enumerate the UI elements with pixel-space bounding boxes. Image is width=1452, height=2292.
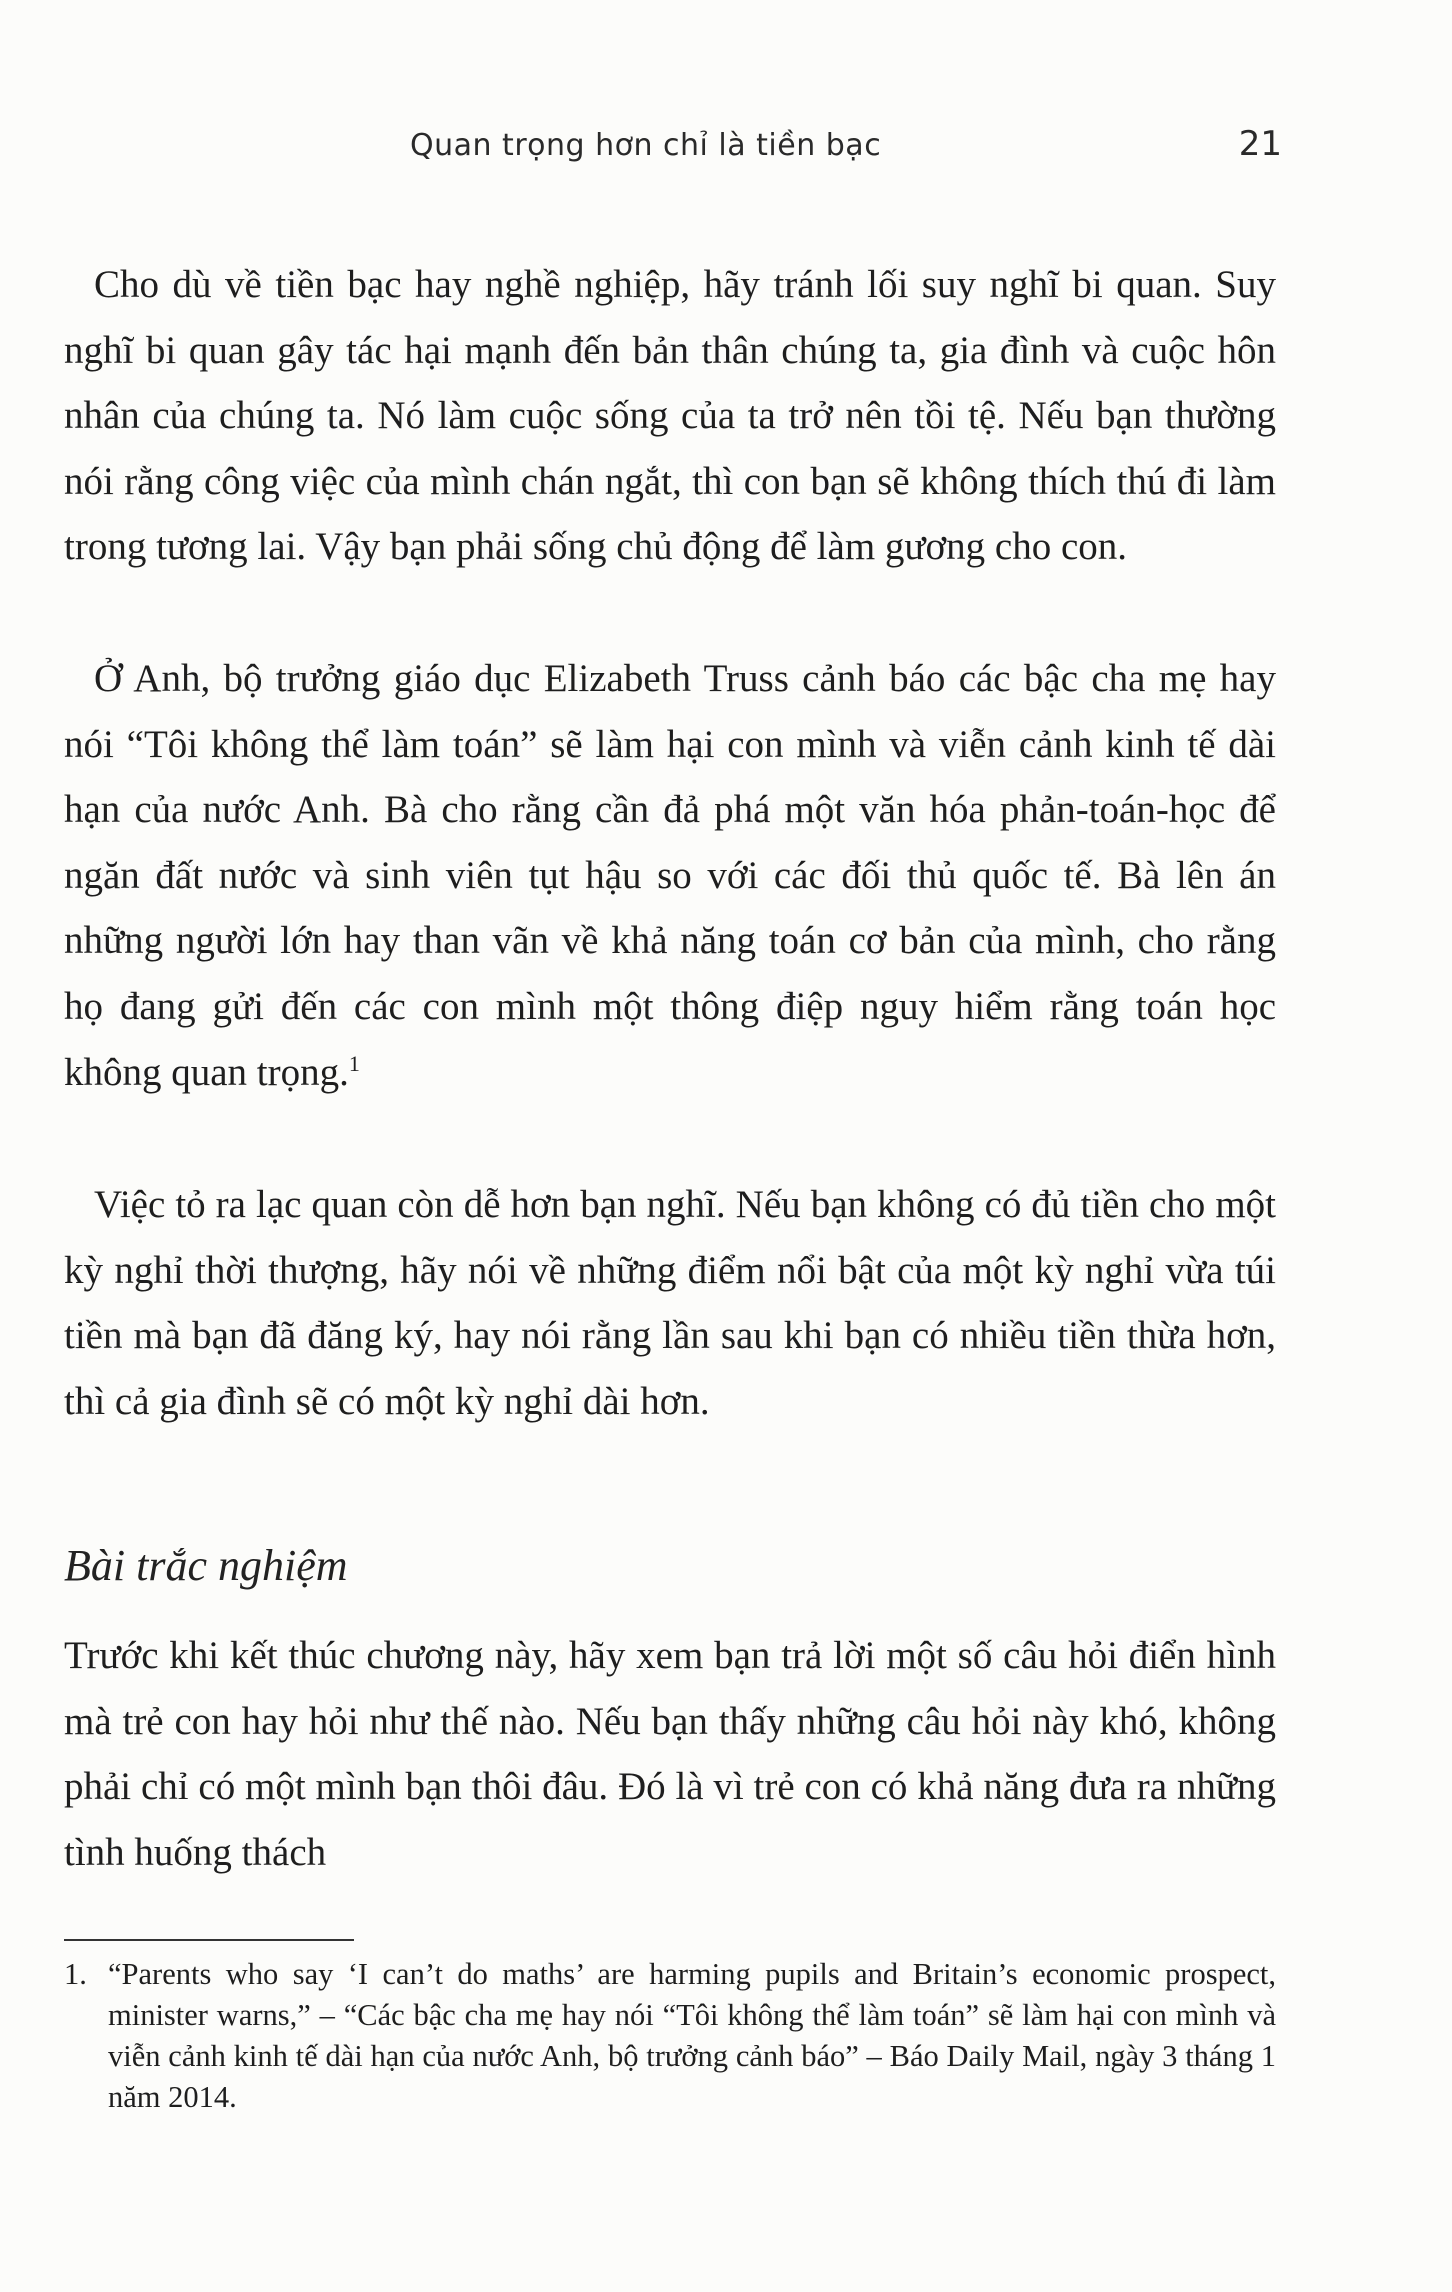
footnote-number: 1. — [64, 1957, 87, 1991]
paragraph-1-text: Cho dù về tiền bạc hay nghề nghiệp, hãy tránh lối suy nghĩ bi quan. Suy nghĩ bi quan gây tác hại mạnh đến bản thân chúng ta, gia đình và cuộc hôn nhân của chúng ta. Nó làm cuộc sống của ta trở nên tồi tệ. Nếu bạn thường nói rằng công việc của mình chán ngắt, thì con bạn sẽ không thích thú đi làm trong tương lai. Vậy bạn phải sống chủ động để làm gương cho con. — [64, 263, 1276, 569]
paragraph-3-text: Việc tỏ ra lạc quan còn dễ hơn bạn nghĩ. Nếu bạn không có đủ tiền cho một kỳ nghỉ thời thượng, hãy nói về những điểm nổi bật của một kỳ nghỉ vừa túi tiền mà bạn đã đăng ký, hay nói rằng lần sau khi bạn có nhiều tiền thừa hơn, thì cả gia đình sẽ có một kỳ nghỉ dài hơn. — [64, 1183, 1276, 1423]
paragraph-2-text: Ở Anh, bộ trưởng giáo dục Elizabeth Truss cảnh báo các bậc cha mẹ hay nói “Tôi không thể làm toán” sẽ làm hại con mình và viễn cảnh kinh tế dài hạn của nước Anh. Bà cho rằng cần đả phá một văn hóa phản-toán-học để ngăn đất nước và sinh viên tụt hậu so với các đối thủ quốc tế. Bà lên án những người lớn hay than vãn về khả năng toán cơ bản của mình, cho rằng họ đang gửi đến các con mình một thông điệp nguy hiểm rằng toán học không quan trọng. — [64, 657, 1276, 1094]
paragraph-2 — [64, 646, 1276, 1105]
footnote — [64, 1954, 1276, 2118]
paragraph-1 — [64, 252, 1276, 580]
footnote-text: “Parents who say ‘I can’t do maths’ are harming pupils and Britain’s economic prospect, minister warns,” – “Các bậc cha mẹ hay nói “Tôi không thể làm toán” sẽ làm hại con mình và viễn cảnh kinh tế dài hạn của nước Anh, bộ trưởng cảnh báo” – Báo Daily Mail, ngày 3 tháng 1 năm 2014. — [108, 1957, 1276, 2114]
page-number: 21 — [1238, 124, 1282, 164]
footnote-reference[interactable]: 1 — [348, 1050, 360, 1076]
paragraph-4 — [64, 1623, 1276, 1885]
paragraph-3 — [64, 1172, 1276, 1434]
running-header-title: Quan trọng hơn chỉ là tiền bạc — [410, 128, 882, 163]
footnote-divider — [64, 1939, 354, 1941]
paragraph-4-text: Trước khi kết thúc chương này, hãy xem bạn trả lời một số câu hỏi điển hình mà trẻ con hay hỏi như thế nào. Nếu bạn thấy những câu hỏi này khó, không phải chỉ có một mình bạn thôi đâu. Đó là vì trẻ con có khả năng đưa ra những tình huống thách — [64, 1634, 1276, 1874]
section-heading: Bài trắc nghiệm — [64, 1541, 348, 1590]
